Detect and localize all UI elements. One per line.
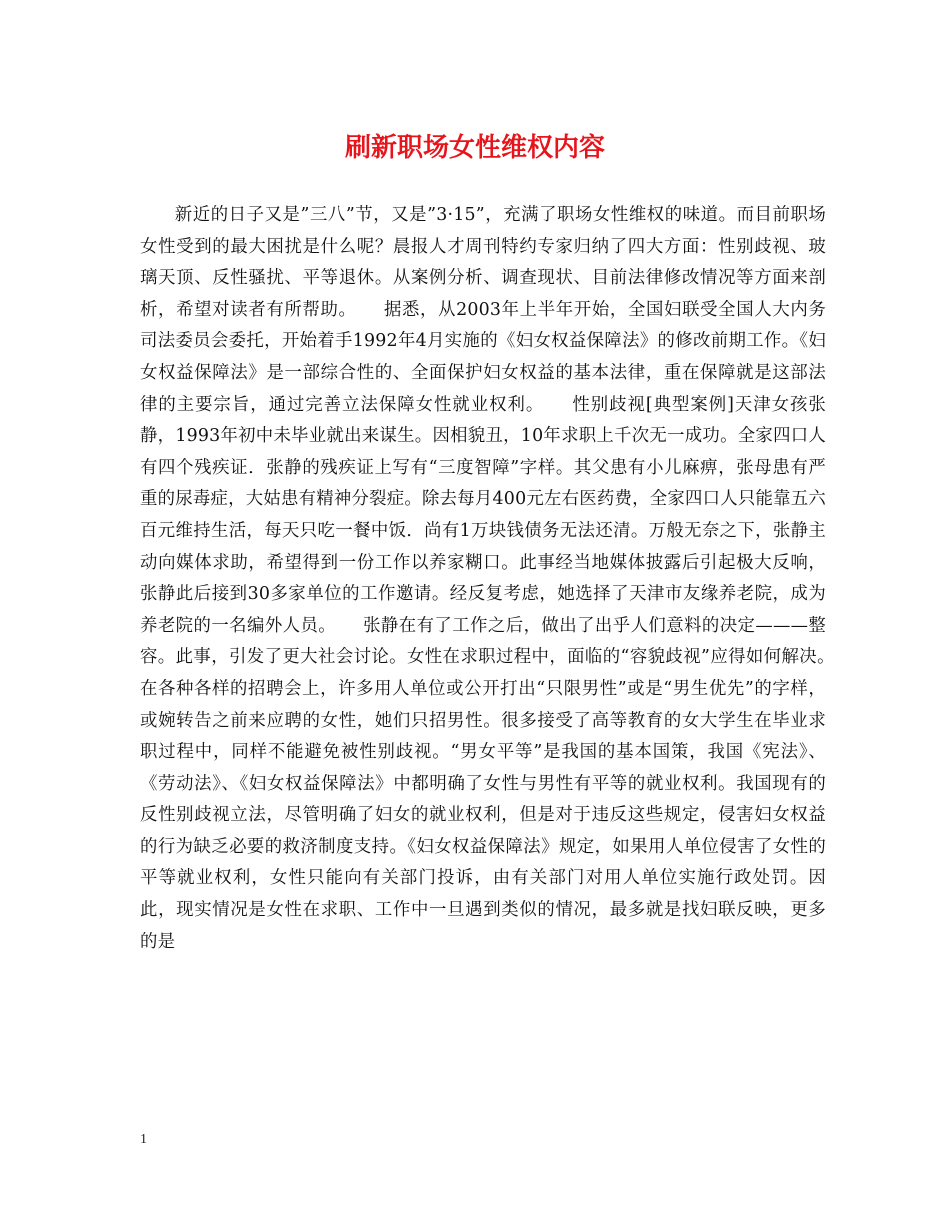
document-title: 刷新职场女性维权内容 bbox=[344, 133, 605, 163]
page-number: 1 bbox=[140, 1132, 147, 1147]
document-body: 新近的日子又是”三八”节，又是”3·15”，充满了职场女性维权的味道。而目前职场女性受到的最大困扰是什么呢？晨报人才周刊特约专家归纳了四大方面：性别歧视、玻璃天顶、反性骚扰、平等退休。从案例分析、调查现状、目前法律修改情况等方面来剖析，希望对读者有所帮助。 据悉，从2003年上半年开始，全国妇联受全国人大内务司法委员会委托，开始着手1992年4月实施的《妇女权益保障法》的修改前期工作。《妇女权益保障法》是一部综合性的、全面保护妇女权益的基本法律，重在保障就是这部法律的主要宗旨，通过完善立法保障女性就业权利。 性别歧视[典型案例]天津女孩张静，1993年初中未毕业就出来谋生。因相貌丑，10年求职上千次无一成功。全家四口人有四个残疾证．张静的残疾证上写有“三度智障”字样。其父患有小儿麻痹，张母患有严重的尿毒症，大姑患有精神分裂症。除去每月400元左右医药费，全家四口人只能靠五六百元维持生活，每天只吃一餐中饭．尚有1万块钱债务无法还清。万般无奈之下，张静主动向媒体求助，希望得到一份工作以养家糊口。此事经当地媒体披露后引起极大反响，张静此后接到30多家单位的工作邀请。经反复考虑，她选择了天津市友缘养老院，成为养老院的一名编外人员。 张静在有了工作之后，做出了出乎人们意料的决定———整容。此事，引发了更大社会讨论。女性在求职过程中，面临的“容貌歧视”应得如何解决。 在各种各样的招聘会上，许多用人单位或公开打出“只限男性”或是“男生优先”的字样，或婉转告之前来应聘的女性，她们只招男性。很多接受了高等教育的女大学生在毕业求职过程中，同样不能避免被性别歧视。“男女平等”是我国的基本国策，我国《宪法》、《劳动法》、《妇女权益保障法》中都明确了女性与男性有平等的就业权利。我国现有的反性别歧视立法，尽管明确了妇女的就业权利，但是对于违反这些规定，侵害妇女权益的行为缺乏必要的救济制度支持。《妇女权益保障法》规定，如果用人单位侵害了女性的平等就业权利，女性只能向有关部门投诉，由有关部门对用人单位实施行政处罚。因此，现实情况是女性在求职、工作中一旦遇到类似的情况，最多就是找妇联反映，更多的是 bbox=[140, 205, 862, 952]
